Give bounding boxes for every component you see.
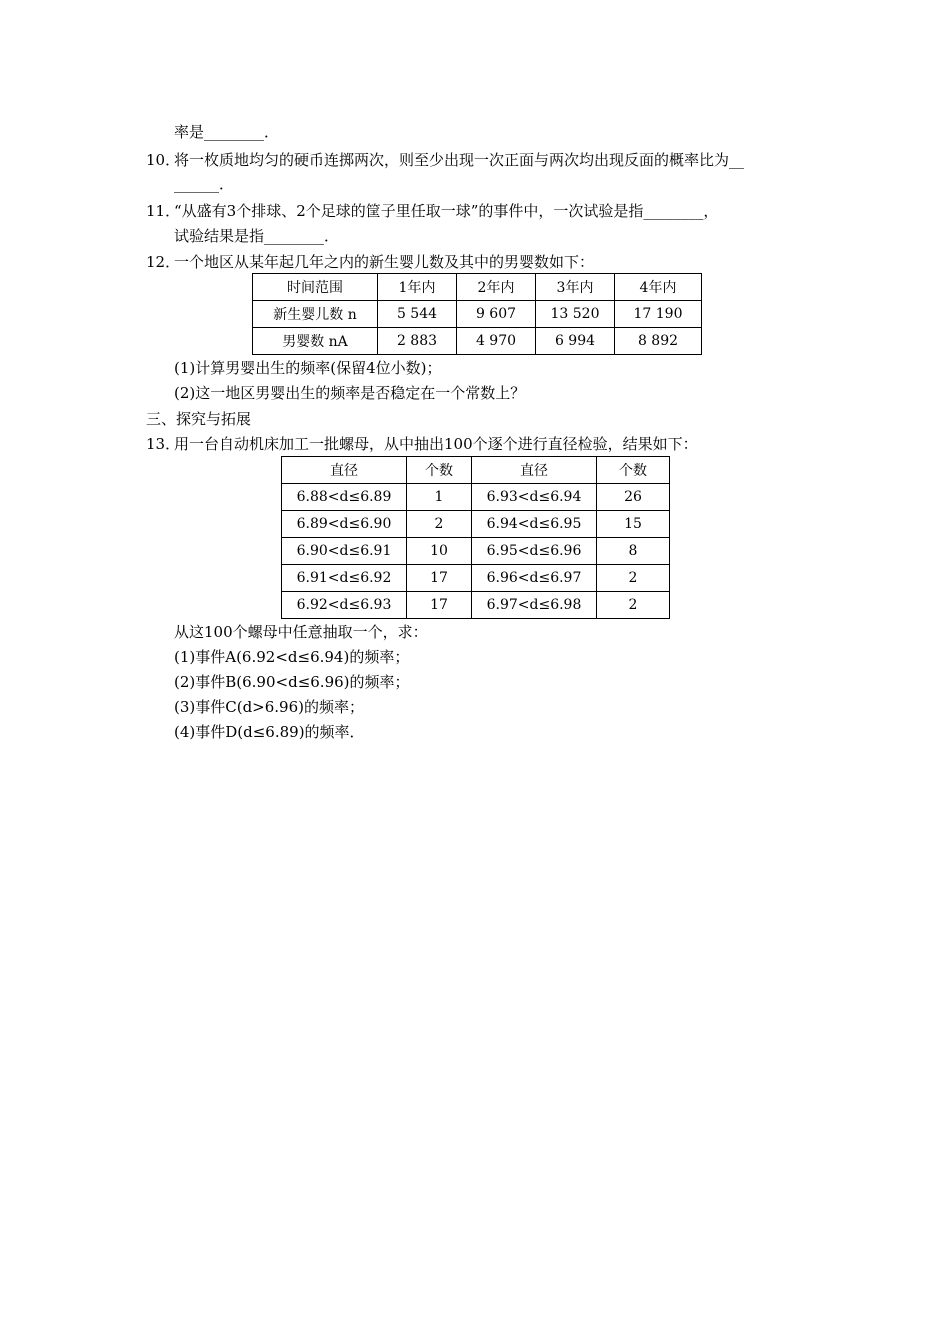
table-cell: 6.97<d≤6.98 (472, 592, 597, 619)
table-header-cell: 4年内 (615, 274, 702, 301)
table-cell: 6.92<d≤6.93 (282, 592, 407, 619)
table-row (282, 511, 670, 538)
table-cell: 2 (407, 511, 472, 538)
table-cell: 6.91<d≤6.92 (282, 565, 407, 592)
table-cell: 6.94<d≤6.95 (472, 511, 597, 538)
table-cell: 2 883 (378, 328, 457, 355)
q11-number: 11． (146, 202, 181, 220)
table-cell: 17 190 (615, 301, 702, 328)
table-row (282, 538, 670, 565)
table-row (253, 274, 702, 301)
table-cell: 1 (407, 484, 472, 511)
table-cell: 9 607 (457, 301, 536, 328)
table-row (253, 301, 702, 328)
q12-number: 12． (146, 253, 181, 271)
table-cell: 6.93<d≤6.94 (472, 484, 597, 511)
q10-text-cont: ______． (174, 175, 235, 193)
q12-text: 一个地区从某年起几年之内的新生婴儿数及其中的男婴数如下： (174, 253, 595, 271)
table-header-cell: 直径 (472, 457, 597, 484)
table-cell: 8 892 (615, 328, 702, 355)
q13-sub3: (3)事件C(d>6.96)的频率； (174, 698, 364, 716)
table-cell: 6.95<d≤6.96 (472, 538, 597, 565)
section-heading: 三、探究与拓展 (146, 410, 252, 428)
q13-sub2: (2)事件B(6.90<d≤6.96)的频率； (174, 673, 410, 691)
table-cell: 26 (597, 484, 670, 511)
table-header-cell: 时间范围 (253, 274, 378, 301)
q13-sub4: (4)事件D(d≤6.89)的频率． (174, 723, 365, 741)
table-row (253, 328, 702, 355)
q10-text: 将一枚质地均匀的硬币连掷两次，则至少出现一次正面与两次均出现反面的概率比为__ (174, 151, 745, 169)
table-cell: 6.90<d≤6.91 (282, 538, 407, 565)
table-cell: 4 970 (457, 328, 536, 355)
diameter-table (281, 456, 670, 619)
table-row (282, 457, 670, 484)
q13-text: 用一台自动机床加工一批螺母，从中抽出100个逐个进行直径检验，结果如下： (174, 435, 698, 453)
table-header-cell: 个数 (597, 457, 670, 484)
table-cell: 2 (597, 565, 670, 592)
table-cell: 17 (407, 565, 472, 592)
q11-text-cont: 试验结果是指________． (174, 227, 340, 245)
q12-sub1: (1)计算男婴出生的频率(保留4位小数)； (174, 359, 442, 377)
table-header-cell: 1年内 (378, 274, 457, 301)
q13-sub1: (1)事件A(6.92<d≤6.94)的频率； (174, 648, 410, 666)
births-table (252, 273, 702, 355)
q13-number: 13． (146, 435, 181, 453)
table-cell: 2 (597, 592, 670, 619)
row-label-cell: 新生婴儿数 n (253, 301, 378, 328)
table-header-cell: 个数 (407, 457, 472, 484)
table-header-cell: 3年内 (536, 274, 615, 301)
table-cell: 13 520 (536, 301, 615, 328)
table-cell: 6.96<d≤6.97 (472, 565, 597, 592)
q11-text: “从盛有3个排球、2个足球的筐子里任取一球”的事件中，一次试验是指________， (174, 202, 719, 220)
table-header-cell: 2年内 (457, 274, 536, 301)
table-cell: 8 (597, 538, 670, 565)
q12-sub2: (2)这一地区男婴出生的频率是否稳定在一个常数上？ (174, 384, 526, 402)
table-cell: 6.89<d≤6.90 (282, 511, 407, 538)
table-cell: 15 (597, 511, 670, 538)
table-cell: 17 (407, 592, 472, 619)
table-cell: 10 (407, 538, 472, 565)
table-row (282, 565, 670, 592)
table-cell: 5 544 (378, 301, 457, 328)
q10-number: 10． (146, 151, 181, 169)
table-header-cell: 直径 (282, 457, 407, 484)
q13-prompt: 从这100个螺母中任意抽取一个，求： (174, 623, 428, 641)
table-cell: 6.88<d≤6.89 (282, 484, 407, 511)
table-row (282, 592, 670, 619)
table-row (282, 484, 670, 511)
row-label-cell: 男婴数 nA (253, 328, 378, 355)
table-cell: 6 994 (536, 328, 615, 355)
q9-continuation: 率是________． (174, 123, 280, 141)
